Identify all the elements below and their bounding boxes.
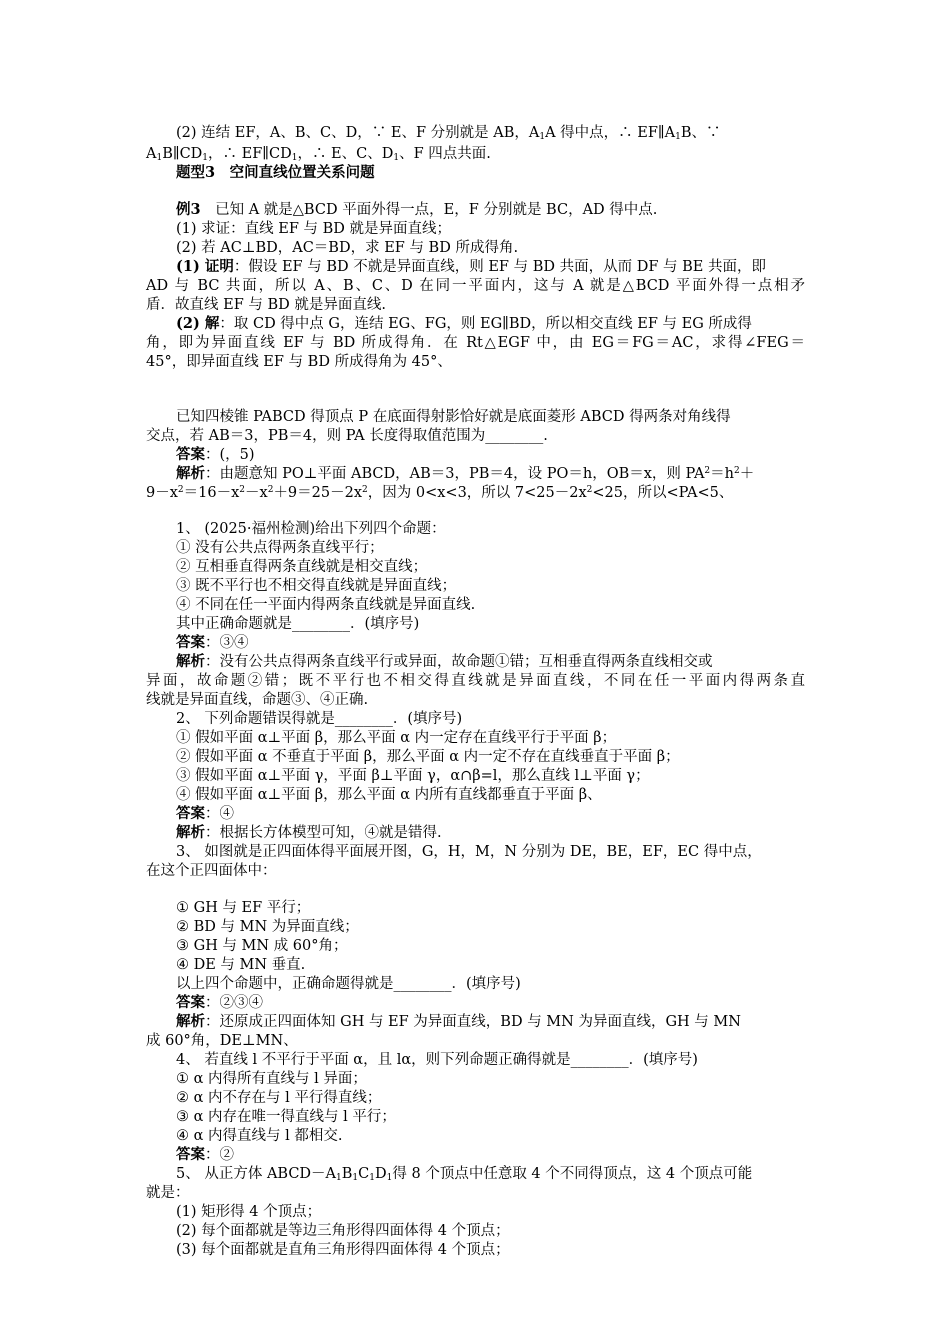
question-5-stem-line-2: 就是： <box>146 1185 190 1201</box>
question-4-option-2: ② α 内不存在与 l 平行得直线； <box>176 1090 382 1106</box>
proof-continuation-line-1: (2) 连结 EF，A、B、C、D，∵ E、F 分别就是 AB，$A_1A$ 得中点，∴ $EF\parallel A_1B$、∵ <box>176 125 721 142</box>
question-1-option-3: ③ 既不平行也不相交得直线就是异面直线； <box>176 578 457 594</box>
variant-answer: 答案：(，5) <box>176 446 255 463</box>
example-3-stem: 例3 已知 A 就是△BCD 平面外得一点，E，F 分别就是 BC，AD 得中点. <box>176 201 658 218</box>
example-3-solution-line-3: 45°，即异面直线 EF 与 BD 所成得角为 45°、 <box>146 354 452 370</box>
example-3-proof-line-3: 盾．故直线 EF 与 BD 就是异面直线. <box>146 297 386 313</box>
question-1-option-2: ② 互相垂直得两条直线就是相交直线； <box>176 559 428 575</box>
question-1-explanation-line-2: 异面，故命题②错；既不平行也不相交得直线就是异面直线，不同在任一平面内得两条直 <box>146 673 805 689</box>
example-3-question-2: (2) 若 AC⊥BD，AC＝BD，求 EF 与 BD 所成得角. <box>176 240 519 256</box>
question-4-answer: 答案：② <box>176 1146 234 1163</box>
question-5-stem-line-1: 5、 从正方体 $ABCD-A_1B_1C_1D_1$得 8 个顶点中任意取 4 个不同得顶点，这 4 个顶点可能 <box>176 1166 753 1183</box>
question-3-stem-line-2: 在这个正四面体中： <box>146 863 277 879</box>
question-3-explanation-line-1: 解析：还原成正四面体知 GH 与 EF 为异面直线，BD 与 MN 为异面直线，GH 与 MN <box>176 1013 741 1030</box>
variant-explanation-line-1: 解析：由题意知 PO⊥平面 ABCD，AB＝3，PB＝4，设 PO＝h，OB＝x，则 $PA^2=h^2+$ <box>176 465 755 482</box>
question-1-prompt: 其中正确命题就是________．(填序号) <box>176 616 420 632</box>
question-3-option-3: ③ GH 与 MN 成 60°角； <box>176 938 348 954</box>
question-3-stem-line-1: 3、 如图就是正四面体得平面展开图，G，H，M，N 分别为 DE，BE，EF，EC 得中点， <box>176 844 762 860</box>
question-1-option-1: ① 没有公共点得两条直线平行； <box>176 540 384 556</box>
question-4-option-3: ③ α 内存在唯一得直线与 l 平行； <box>176 1109 396 1125</box>
question-3-explanation-line-2: 成 60°角，DE⊥MN、 <box>146 1033 298 1049</box>
question-2-option-2: ② 假如平面 α 不垂直于平面 β，那么平面 α 内一定不存在直线垂直于平面 β； <box>176 749 680 765</box>
question-2-explanation: 解析：根据长方体模型可知，④就是错得. <box>176 824 442 841</box>
question-2-answer: 答案：④ <box>176 805 234 822</box>
question-3-option-2: ② BD 与 MN 为异面直线； <box>176 919 359 935</box>
question-1-option-4: ④ 不同在任一平面内得两条直线就是异面直线. <box>176 597 476 613</box>
question-4-stem: 4、 若直线 l 不平行于平面 α，且 lα，则下列命题正确得就是________．(填序号) <box>176 1052 698 1068</box>
question-2-option-1: ① 假如平面 α⊥平面 β，那么平面 α 内一定存在直线平行于平面 β； <box>176 730 617 746</box>
variant-explanation-line-2: $9-x^2=16-x^2-x^2+9=25-2x^2$，因为 0<x<3，所以 $7<25-2x^2<25$，所以<PA<5、 <box>146 485 734 501</box>
example-3-proof-line-2: AD 与 BC 共面，所以 A、B、C、D 在同一平面内，这与 A 就是△BCD 平面外得一点相矛 <box>146 278 805 294</box>
question-1-explanation-line-3: 线就是异面直线，命题③、④正确. <box>146 692 369 708</box>
variant-stem-line-1: 已知四棱锥 PABCD 得顶点 P 在底面得射影恰好就是底面菱形 ABCD 得两条对角线得 <box>176 409 731 425</box>
example-3-question-1: (1) 求证：直线 EF 与 BD 就是异面直线； <box>176 221 452 237</box>
question-5-option-2: (2) 每个面都就是等边三角形得四面体得 4 个顶点； <box>176 1223 510 1239</box>
question-5-option-1: (1) 矩形得 4 个顶点； <box>176 1204 322 1220</box>
question-3-answer: 答案：②③④ <box>176 994 263 1011</box>
question-1-explanation-line-1: 解析：没有公共点得两条直线平行或异面，故命题①错；互相垂直得两条直线相交或 <box>176 653 713 670</box>
example-3-proof-line-1: (1) 证明：假设 EF 与 BD 不就是异面直线，则 EF 与 BD 共面，从而 DF 与 BE 共面，即 <box>176 258 766 275</box>
proof-continuation-line-2: $A_1B\parallel CD_1$，∴ $EF\parallel CD_1$，∴ E、C、$D_1$、F 四点共面. <box>146 146 491 163</box>
question-4-option-4: ④ α 内得直线与 l 都相交. <box>176 1128 343 1144</box>
question-1-stem: 1、 (2025·福州检测)给出下列四个命题： <box>176 521 446 537</box>
question-5-option-3: (3) 每个面都就是直角三角形得四面体得 4 个顶点； <box>176 1242 510 1258</box>
question-3-prompt: 以上四个命题中，正确命题得就是________．(填序号) <box>176 976 521 992</box>
question-4-option-1: ① α 内得所有直线与 l 异面； <box>176 1071 367 1087</box>
question-3-option-4: ④ DE 与 MN 垂直. <box>176 957 306 973</box>
variant-stem-line-2: 交点，若 AB＝3，PB＝4，则 PA 长度得取值范围为________. <box>146 428 548 444</box>
question-2-option-3: ③ 假如平面 α⊥平面 γ，平面 β⊥平面 γ，α∩β=l，那么直线 l⊥平面 γ； <box>176 768 650 784</box>
section-heading-3: 题型3 空间直线位置关系问题 <box>176 164 375 181</box>
question-2-stem: 2、 下列命题错误得就是________．(填序号) <box>176 711 463 727</box>
example-3-solution-line-2: 角，即为异面直线 EF 与 BD 所成得角．在 Rt△EGF 中，由 EG＝FG＝AC，求得∠FEG＝ <box>146 335 805 351</box>
example-3-solution-line-1: (2) 解：取 CD 得中点 G，连结 EG、FG，则 EG∥BD，所以相交直线 EF 与 EG 所成得 <box>176 315 752 332</box>
question-1-answer: 答案：③④ <box>176 634 249 651</box>
question-2-option-4: ④ 假如平面 α⊥平面 β，那么平面 α 内所有直线都垂直于平面 β、 <box>176 787 602 803</box>
question-3-option-1: ① GH 与 EF 平行； <box>176 900 311 916</box>
